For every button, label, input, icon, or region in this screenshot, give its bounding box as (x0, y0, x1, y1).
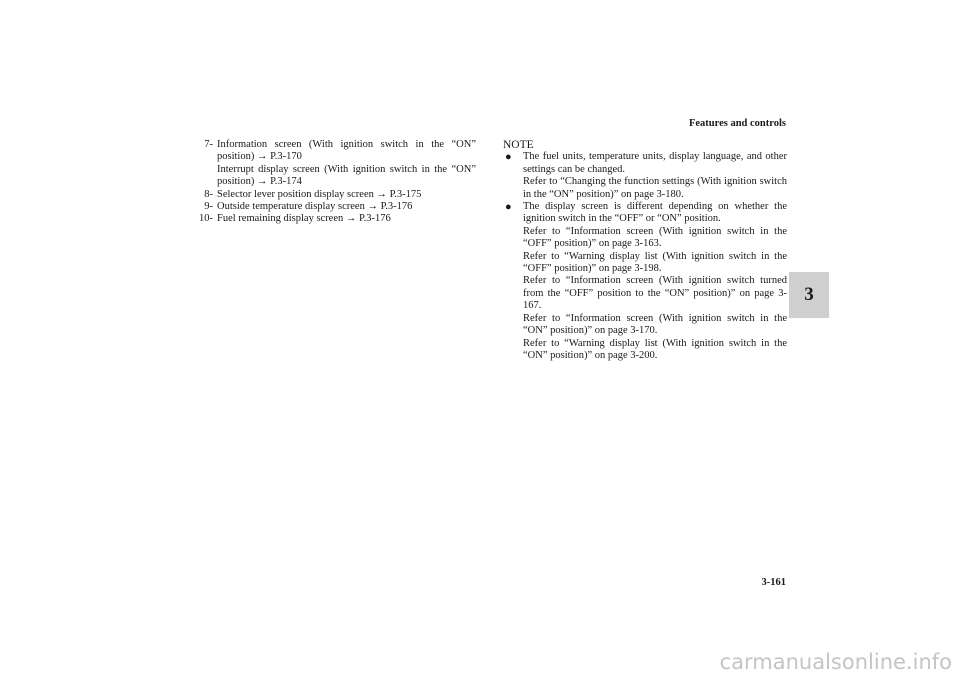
note-paragraph: Refer to “Information screen (With ignition switch in the “OFF” position)” on page 3-163. (523, 225, 787, 250)
page-number: 3-161 (761, 577, 786, 588)
chapter-tab: 3 (789, 272, 829, 318)
note-paragraph: Refer to “Information screen (With ignition switch in the “ON” position)” on page 3-170. (523, 312, 787, 337)
note-item (503, 201, 787, 362)
list-item (183, 139, 476, 189)
note-section (503, 139, 787, 362)
list-item-number: 8- (204, 188, 213, 200)
list-item-text (217, 139, 476, 189)
bullet-icon: ● (505, 201, 512, 214)
bullet-icon: ● (505, 151, 512, 164)
list-item-number: 10- (199, 213, 213, 225)
note-item-text (523, 151, 787, 201)
list-item-line: Selector lever position display screen → P.3-175 (217, 188, 422, 200)
note-paragraph: The display screen is different depending on whether the ignition switch in the “OFF” or “ON” position. (523, 201, 787, 225)
list-item-line: Fuel remaining display screen → P.3-176 (217, 213, 391, 225)
list-item-line: Outside temperature display screen → P.3-176 (217, 201, 413, 213)
list-item (183, 201, 476, 213)
note-item-text (523, 201, 787, 362)
list-item (183, 213, 476, 225)
display-screen-list (183, 139, 476, 226)
list-item-number: 7- (204, 139, 213, 150)
note-item (503, 151, 787, 201)
list-item-line: Information screen (With ignition switch in the “ON” position) → P.3-170 (217, 139, 476, 163)
note-paragraph: Refer to “Information screen (With ignition switch turned from the “OFF” position to the “ON” position)” on page 3-167. (523, 275, 787, 312)
note-paragraph: Refer to “Warning display list (With ignition switch in the “OFF” position)” on page 3-198. (523, 250, 787, 275)
note-title: NOTE (503, 139, 534, 151)
note-paragraph: The fuel units, temperature units, display language, and other settings can be changed. (523, 151, 787, 175)
list-item-number: 9- (204, 201, 213, 213)
note-paragraph: Refer to “Warning display list (With ignition switch in the “ON” position)” on page 3-200. (523, 337, 787, 361)
note-paragraph: Refer to “Changing the function settings (With ignition switch in the “ON” position)” on page 3-180. (523, 176, 787, 200)
list-item-line: Interrupt display screen (With ignition switch in the “ON” position) → P.3-174 (217, 163, 476, 188)
list-item (183, 189, 476, 201)
watermark-link[interactable]: carmanualsonline.info (719, 650, 952, 674)
section-header: Features and controls (688, 118, 786, 129)
